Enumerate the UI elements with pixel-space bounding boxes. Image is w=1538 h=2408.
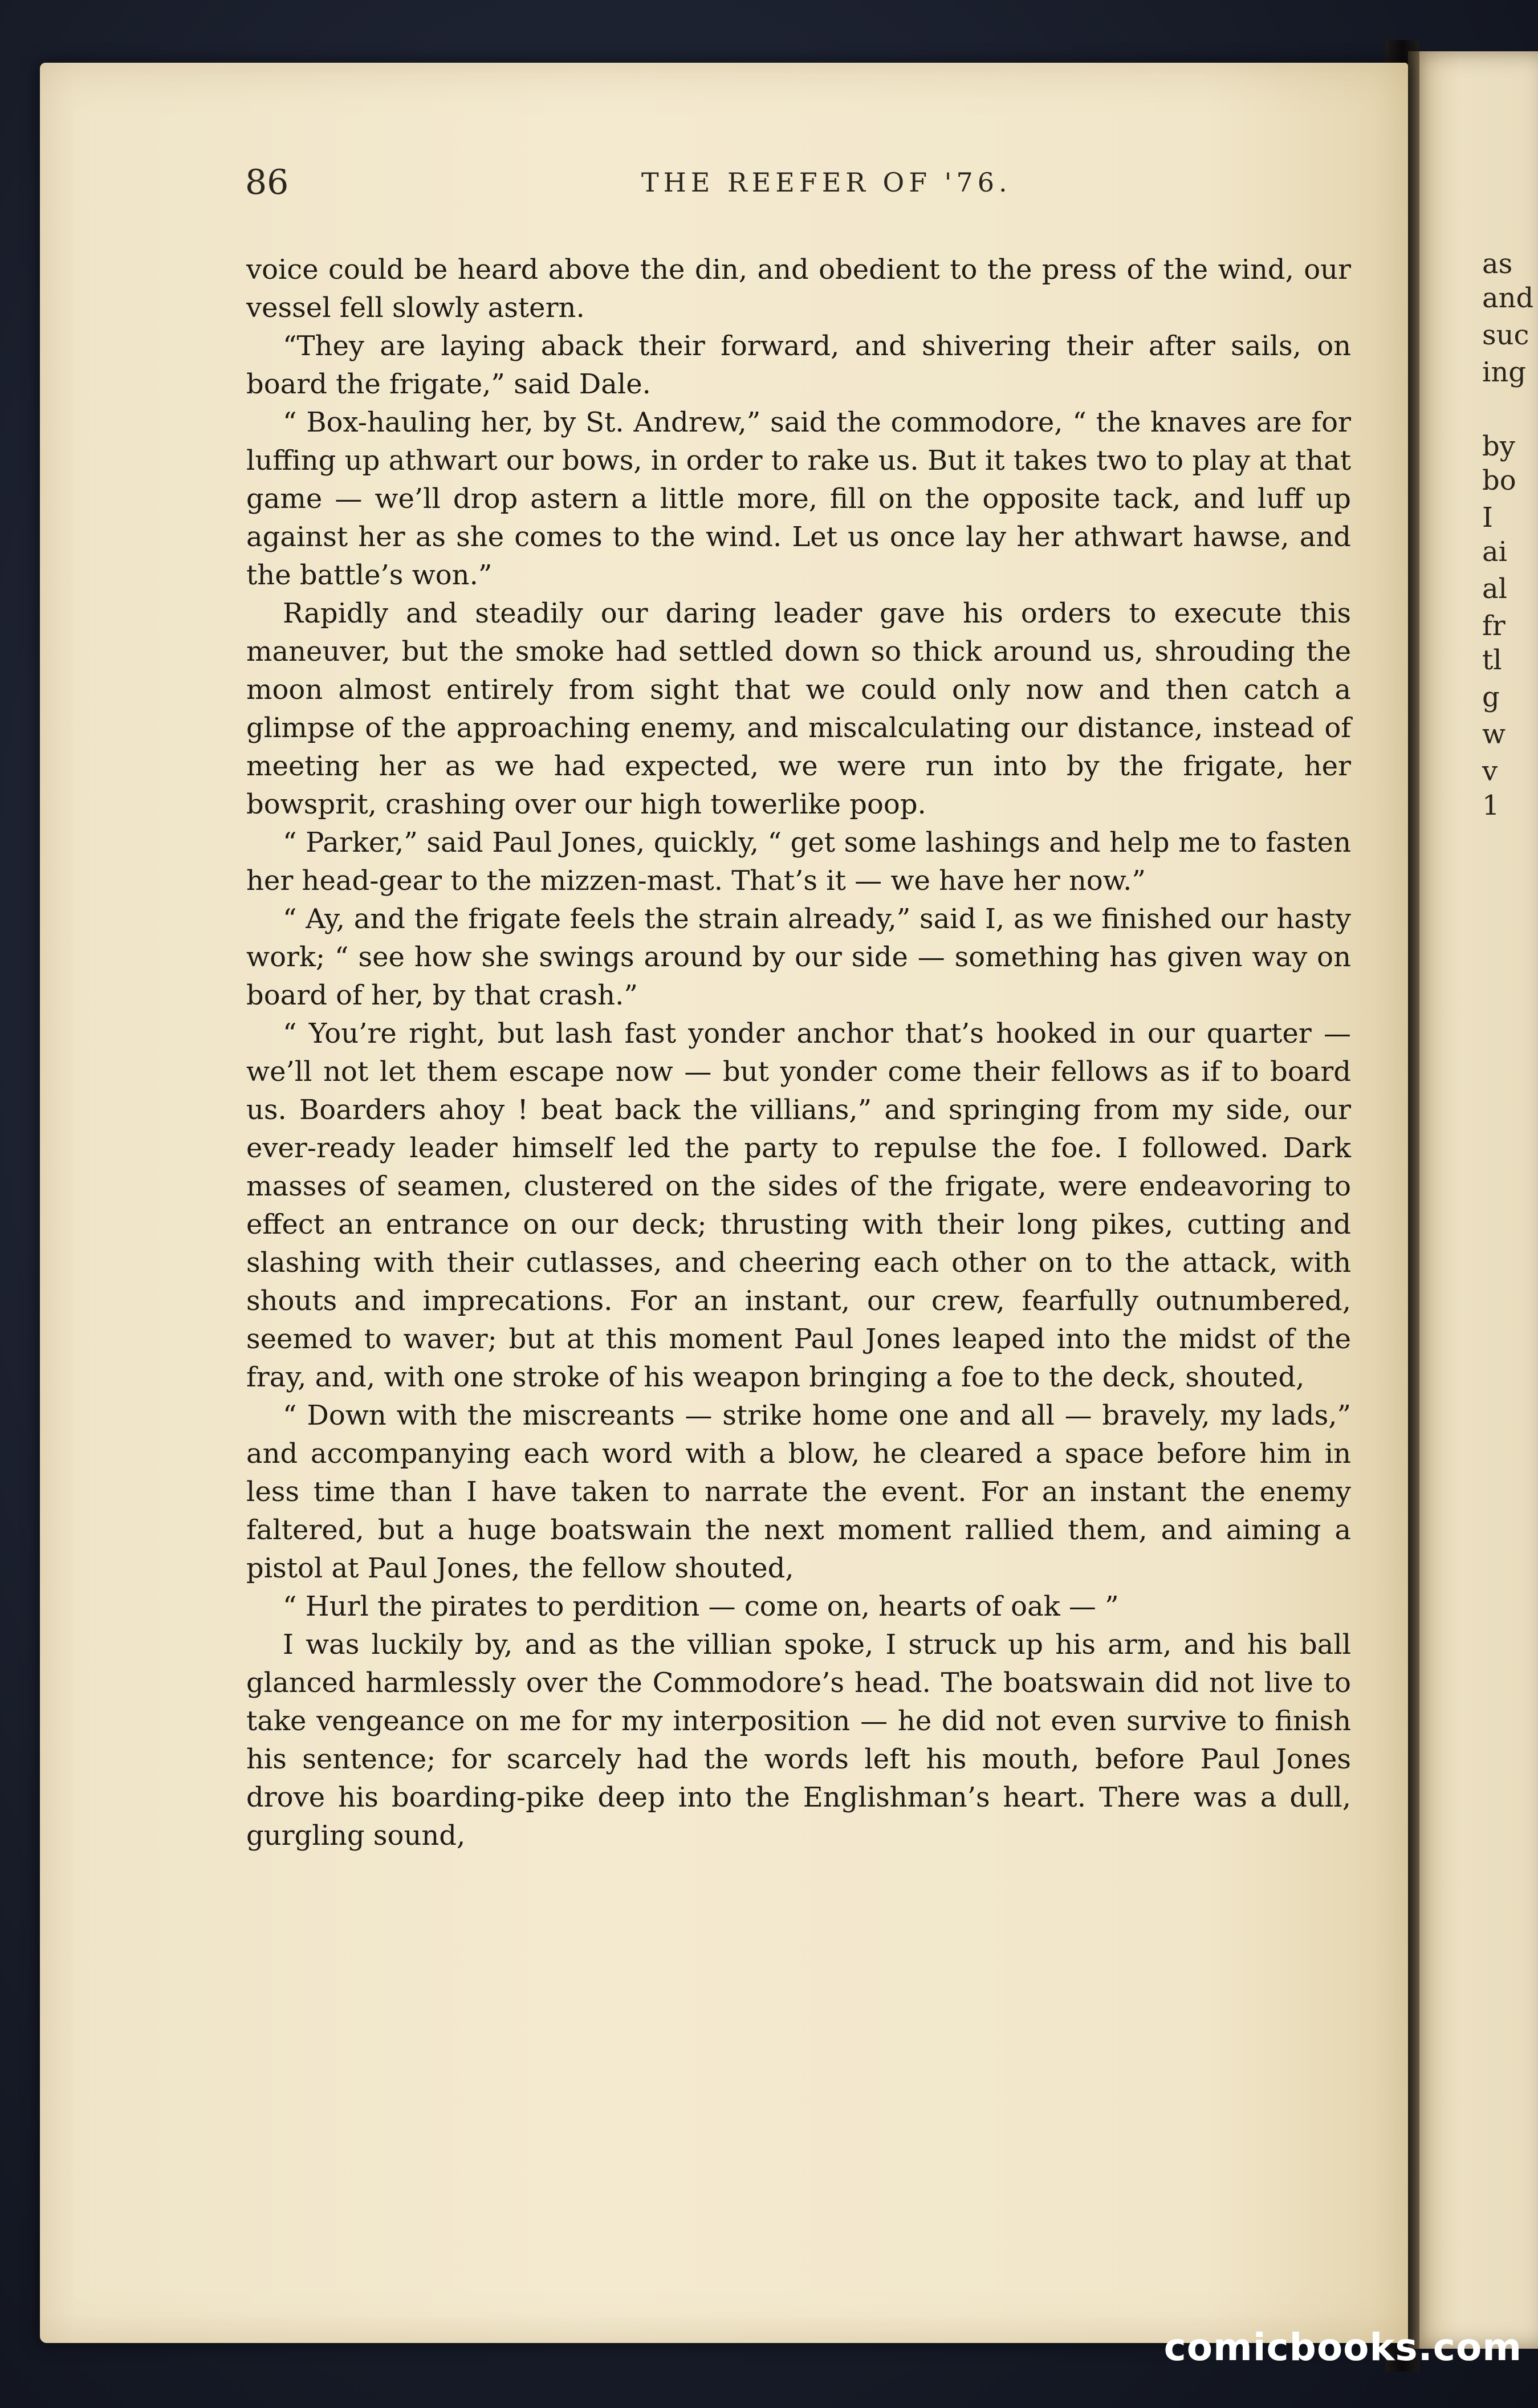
facing-page-fragment: bo — [1482, 465, 1516, 497]
facing-page-fragment: 1 — [1482, 790, 1500, 821]
facing-page-fragment: and — [1482, 282, 1534, 314]
facing-page-fragment: fr — [1482, 610, 1506, 642]
paragraph: “ Hurl the pirates to perdition — come on, hearts of oak — ” — [283, 1591, 1119, 1622]
facing-page-fragment: suc — [1482, 319, 1529, 351]
facing-page-fragment: by — [1482, 430, 1515, 462]
facing-page-fragment: v — [1482, 755, 1498, 787]
body-text — [246, 251, 1351, 2098]
page-header — [245, 162, 1385, 208]
facing-page-fragment: tl — [1482, 644, 1502, 676]
facing-page-fragment: ai — [1482, 536, 1507, 568]
paragraph: “ Parker,” said Paul Jones, quickly, “ get some lashings and help me to fasten her head-gear to the mizzen-mast. That’s it — we have her now.” — [246, 827, 1351, 897]
facing-page-fragment: I — [1482, 502, 1493, 534]
facing-page-fragment: g — [1482, 681, 1500, 713]
paragraph: voice could be heard above the din, and obedient to the press of the wind, our vessel fell slowly astern. — [246, 254, 1351, 324]
facing-page-fragment: w — [1482, 718, 1506, 750]
facing-page-edge — [1408, 51, 1538, 2349]
paragraph: “ You’re right, but lash fast yonder anchor that’s hooked in our quarter — we’ll not let them escape now — but yonder come their fellows as if to board us. Boarders ahoy ! beat back the villians,” and springing from my side, our ever-ready leader himself led the party to repulse the foe. I followed. Dark masses of seamen, clustered on the sides of the frigate, were endeavoring to effect an entrance on our deck; thrusting with their long pikes, cutting and slashing with their cutlasses, and cheering each other on to the attack, with shouts and imprecations. For an instant, our crew, fearfully outnumbered, seemed to waver; but at this moment Paul Jones leaped into the midst of the fray, and, with one stroke of his weapon bringing a foe to the deck, shouted, — [246, 1018, 1351, 1393]
facing-page-fragment: as — [1482, 248, 1513, 280]
paragraph: “ Down with the miscreants — strike home one and all — bravely, my lads,” and accompanying each word with a blow, he cleared a space before him in less time than I have taken to narrate the event. For an instant the enemy faltered, but a huge boatswain the next moment rallied them, and aiming a pistol at Paul Jones, the fellow shouted, — [246, 1400, 1351, 1584]
running-head: THE REEFER OF '76. — [641, 167, 1012, 198]
paragraph: “ Box-hauling her, by St. Andrew,” said the commodore, “ the knaves are for luffing up athwart our bows, in order to rake us. But it takes two to play at that game — we’ll drop astern a little more, fill on the opposite tack, and luff up against her as she comes to the wind. Let us once lay her athwart hawse, and the battle’s won.” — [246, 406, 1351, 591]
page-number: 86 — [245, 162, 289, 202]
paragraph: I was luckily by, and as the villian spoke, I struck up his arm, and his ball glanced harmlessly over the Commodore’s head. The boatswain did not live to take vengeance on me for my interposition — he did not even survive to finish his sentence; for scarcely had the words left his mouth, before Paul Jones drove his boarding-pike deep into the Englishman’s heart. There was a dull, gurgling sound, — [246, 1629, 1351, 1852]
facing-page-fragment: ing — [1482, 356, 1526, 388]
watermark: comicbooks.com — [1163, 2325, 1522, 2369]
facing-page-fragment: al — [1482, 573, 1507, 605]
paragraph: “They are laying aback their forward, and shivering their after sails, on board the frigate,” said Dale. — [246, 330, 1351, 400]
paragraph: Rapidly and steadily our daring leader gave his orders to execute this maneuver, but the smoke had settled down so thick around us, shrouding the moon almost entirely from sight that we could only now and then catch a glimpse of the approaching enemy, and miscalculating our distance, instead of meeting her as we had expected, we were run into by the frigate, her bowsprit, crashing over our high towerlike poop. — [246, 597, 1351, 820]
paragraph: “ Ay, and the frigate feels the strain already,” said I, as we finished our hasty work; “ see how she swings around by our side — something has given way on board of her, by that crash.” — [246, 903, 1351, 1011]
